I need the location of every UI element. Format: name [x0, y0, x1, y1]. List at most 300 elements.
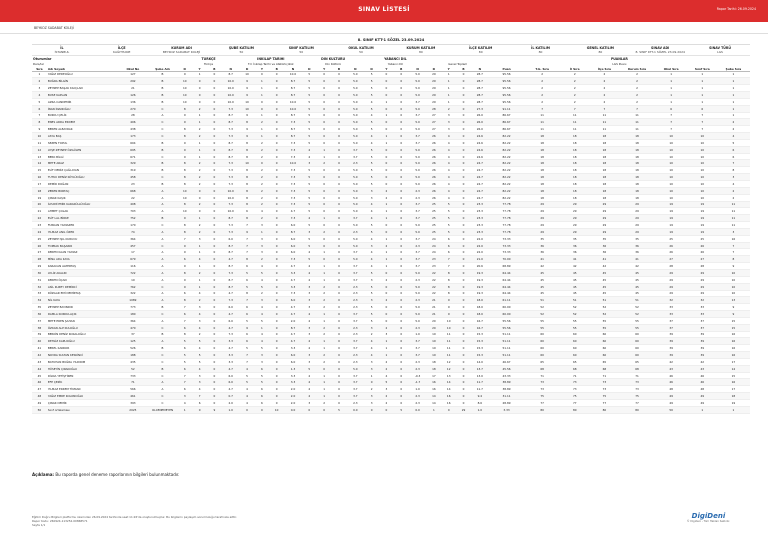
table-cell: 10 — [669, 154, 673, 159]
logo-mark: DigiDeni — [691, 512, 726, 520]
table-cell: 73 — [635, 387, 639, 392]
table-cell: -1.7 — [414, 380, 421, 385]
table-cell: 0 — [462, 120, 465, 125]
table-cell: 18 — [540, 134, 544, 139]
table-cell: 3.3 — [290, 270, 296, 275]
table-cell: 4.7 — [228, 311, 233, 316]
table-cell: 0 — [338, 209, 340, 214]
table-cell: 39 — [700, 332, 705, 337]
table-cell: 0 — [323, 175, 326, 180]
table-cell: AYLİZ AKALIN — [47, 270, 67, 275]
table-cell: 6.0 — [290, 353, 296, 358]
table-cell: 8 — [246, 257, 248, 262]
table-cell: 77 — [572, 400, 577, 405]
table-cell: 752 — [130, 216, 136, 221]
table-cell: 65 — [572, 359, 577, 364]
table-cell: 60 — [540, 339, 544, 344]
table-cell: 19 — [669, 209, 673, 214]
table-cell: 0 — [400, 387, 403, 392]
table-cell: 0 — [323, 257, 326, 262]
table-cell: 7.3 — [228, 134, 233, 139]
table-cell: 0 — [385, 127, 388, 132]
table-cell: 19 — [700, 229, 705, 234]
table-cell: 0 — [462, 387, 465, 392]
table-cell: 26 — [669, 243, 673, 248]
table-cell: 3 — [260, 359, 263, 364]
table-cell: 2 — [573, 99, 576, 104]
table-cell: 14 — [37, 161, 42, 166]
table-cell: 0 — [385, 229, 388, 234]
table-cell: 8.7 — [228, 113, 233, 118]
table-cell: 5 — [183, 359, 186, 364]
table-cell: 45 — [540, 291, 544, 296]
table-cell: AZRA CANDEMİR — [47, 99, 72, 104]
table-cell: 0 — [275, 380, 278, 385]
table-cell: 3 — [183, 394, 186, 399]
column-header: Y — [447, 66, 450, 71]
table-cell: 10 — [700, 161, 705, 166]
table-cell: 0 — [338, 332, 340, 337]
info-label: İLÇE — [117, 46, 126, 50]
table-cell: 3.3 — [228, 353, 233, 358]
table-cell: 10.0 — [227, 209, 234, 214]
table-cell: 24.6 — [476, 140, 483, 145]
table-cell: 8.7 — [290, 127, 296, 132]
table-cell: 0 — [370, 407, 373, 412]
table-cell: 0 — [275, 243, 278, 248]
table-cell: 24.7 — [476, 161, 483, 166]
table-cell: 0 — [400, 298, 403, 303]
table-cell: 82.22 — [502, 195, 511, 200]
table-cell: 0 — [275, 181, 278, 186]
table-cell: 2 — [198, 127, 201, 132]
table-cell: YILMAZ EKREM TİKMAN — [47, 387, 81, 392]
table-cell: 0 — [385, 305, 388, 310]
table-cell: C — [161, 120, 164, 125]
table-cell: 0 — [338, 161, 340, 166]
table-cell: 5 — [370, 284, 373, 289]
table-cell: 2 — [385, 277, 388, 282]
table-cell: 29 — [432, 86, 436, 91]
table-cell: C — [161, 243, 164, 248]
table-cell: 51.11 — [502, 346, 511, 351]
column-header: N — [354, 66, 357, 71]
column-header: N — [478, 66, 482, 71]
table-cell: 1 — [323, 346, 326, 351]
table-row — [32, 188, 750, 195]
table-cell: 18 — [540, 161, 544, 166]
table-cell: 2 — [636, 86, 638, 91]
table-cell: 5.0 — [353, 86, 358, 91]
table-cell: 7 — [732, 243, 735, 248]
table-cell: 5.0 — [415, 92, 420, 97]
table-cell: 0 — [275, 250, 278, 255]
table-cell: 73 — [572, 387, 577, 392]
table-cell: 0 — [213, 380, 216, 385]
table-cell: 4 — [447, 188, 450, 193]
table-cell: 9 — [246, 92, 248, 97]
table-cell: 0 — [275, 168, 278, 173]
footer-note-label: Açıklama: — [32, 472, 55, 477]
table-cell: 0 — [338, 92, 340, 97]
table-cell: 5 — [447, 222, 450, 227]
exam-name: 8. SINIF KTT-1 SÖZEL 23.09.2024 — [32, 36, 750, 45]
table-cell: 10 — [37, 134, 42, 139]
table-cell: 1 — [260, 229, 263, 234]
table-cell: 29 — [635, 216, 639, 221]
table-cell: 33 — [669, 305, 673, 310]
table-cell: 82.22 — [502, 175, 511, 180]
table-cell: 0 — [323, 209, 326, 214]
table-cell: 0 — [323, 92, 326, 97]
table-cell: 0 — [400, 264, 403, 269]
table-cell: 9 — [447, 311, 450, 316]
table-cell: 2 — [198, 298, 201, 303]
table-cell: 1 — [732, 99, 735, 104]
table-cell: 3 — [370, 277, 373, 282]
table-cell: 9 — [447, 298, 450, 303]
table-cell: 0 — [323, 134, 326, 139]
table-cell: 0 — [462, 346, 465, 351]
table-cell: B — [161, 72, 164, 77]
table-cell: 9 — [732, 311, 735, 316]
table-cell: 46.67 — [502, 359, 511, 364]
table-cell: 7 — [246, 222, 248, 227]
table-cell: 18 — [635, 188, 639, 193]
table-cell: 9 — [183, 72, 186, 77]
table-cell: 9 — [246, 134, 248, 139]
table-cell: 668 — [130, 188, 136, 193]
table-cell: 0 — [385, 106, 388, 111]
table-cell: 0 — [400, 373, 403, 378]
table-cell: 8 — [246, 120, 248, 125]
table-cell: 4 — [246, 366, 248, 371]
table-cell: 0 — [462, 353, 465, 358]
table-cell: 4 — [198, 387, 201, 392]
table-cell: 2 — [603, 86, 606, 91]
table-cell: 45 — [572, 284, 577, 289]
table-cell: 52 — [602, 311, 607, 316]
table-cell: 2 — [573, 79, 576, 84]
table-cell: 60 — [572, 346, 577, 351]
table-cell: 11 — [446, 332, 451, 337]
info-cell — [511, 45, 571, 55]
table-cell: 10.0 — [227, 195, 234, 200]
table-cell: 0 — [462, 147, 465, 152]
table-cell: 1 — [323, 380, 326, 385]
table-cell: 0 — [213, 140, 216, 145]
table-cell: 10.0 — [289, 106, 297, 111]
table-cell: 5.0 — [415, 284, 420, 289]
table-cell: 2.3 — [353, 298, 358, 303]
table-cell: 3.7 — [353, 264, 358, 269]
table-cell: 4 — [370, 346, 373, 351]
table-cell: 319 — [130, 168, 136, 173]
table-cell: C — [161, 134, 164, 139]
table-cell: C — [161, 284, 164, 289]
table-cell: 1 — [385, 113, 388, 118]
table-cell: 1 — [701, 407, 704, 412]
table-cell: 1 — [385, 140, 388, 145]
table-cell: 7 — [246, 243, 248, 248]
table-cell: 22 — [131, 195, 135, 200]
table-cell: A — [161, 202, 164, 207]
table-cell: 0 — [213, 359, 216, 364]
table-cell: 5 — [308, 188, 311, 193]
table-cell: 1 — [198, 216, 201, 221]
table-cell: 0 — [338, 181, 340, 186]
column-header: Y — [260, 66, 263, 71]
table-cell: 470 — [130, 325, 136, 330]
table-cell: C — [161, 311, 164, 316]
table-cell: 0 — [385, 86, 388, 91]
table-cell: 3.7 — [415, 236, 420, 241]
table-cell: 3 — [260, 353, 263, 358]
table-cell: 6 — [447, 250, 450, 255]
table-row — [32, 72, 750, 79]
table-cell: 0 — [338, 202, 340, 207]
table-cell: EFE ÇEZİK — [47, 380, 63, 385]
table-cell: 5 — [370, 120, 373, 125]
table-row — [32, 92, 750, 99]
table-cell: 61.11 — [502, 298, 511, 303]
table-cell: 55 — [635, 318, 639, 323]
table-cell: 35 — [37, 305, 42, 310]
table-cell: DEMİR DOĞAN — [47, 181, 69, 186]
table-cell: 2 — [198, 181, 201, 186]
table-cell: 3 — [308, 161, 311, 166]
table-cell: 29 — [572, 222, 577, 227]
table-cell: 2 — [198, 270, 201, 275]
info-value: 80 — [538, 50, 543, 54]
table-cell: 3 — [308, 359, 311, 364]
table-cell: 0 — [213, 325, 216, 330]
table-cell: 0 — [323, 366, 326, 371]
table-cell: 5.0 — [415, 305, 420, 310]
table-cell: 0 — [338, 311, 340, 316]
table-row — [32, 284, 750, 291]
table-cell: 8.7 — [228, 264, 233, 269]
table-cell: 28 — [37, 257, 42, 262]
table-cell: 0 — [213, 284, 216, 289]
table-cell: 5.0 — [415, 79, 420, 84]
table-cell: 3.7 — [415, 264, 420, 269]
table-cell: 11 — [540, 120, 544, 125]
table-cell: METE ARAZ — [47, 161, 64, 166]
table-cell: 3.7 — [415, 209, 420, 214]
table-cell: 2 — [323, 353, 326, 358]
table-cell: 8.7 — [228, 284, 233, 289]
table-cell: 9 — [183, 243, 186, 248]
table-cell: 4 — [308, 216, 311, 221]
table-cell: 71 — [540, 373, 544, 378]
table-cell: 0 — [198, 86, 201, 91]
table-cell: 10 — [700, 134, 705, 139]
table-cell: 15 — [731, 373, 736, 378]
table-cell: 0 — [338, 400, 340, 405]
table-cell: 9 — [183, 140, 186, 145]
table-cell: 0 — [462, 236, 465, 241]
table-cell: 12 — [37, 147, 42, 152]
table-cell: 45 — [602, 270, 607, 275]
table-cell: 9 — [38, 127, 41, 132]
table-cell: 45 — [572, 277, 577, 282]
table-cell: 77.78 — [502, 222, 511, 227]
table-cell: 3.3 — [228, 359, 233, 364]
table-cell: 0 — [462, 284, 465, 289]
table-cell: 39 — [700, 353, 705, 358]
table-cell: 18 — [540, 195, 544, 200]
table-row — [32, 202, 750, 209]
table-cell: 77.78 — [502, 216, 511, 221]
table-cell: 2 — [260, 154, 263, 159]
table-cell: 9 — [246, 113, 248, 118]
table-cell: 23.3 — [476, 222, 483, 227]
table-cell: 1 — [385, 353, 388, 358]
table-cell: 0 — [198, 188, 201, 193]
table-cell: 8.7 — [228, 250, 233, 255]
table-cell: 0 — [385, 147, 388, 152]
table-cell: 1 — [701, 86, 704, 91]
table-cell: 0 — [275, 188, 278, 193]
table-cell: 5 — [370, 168, 373, 173]
table-cell: 75 — [602, 394, 607, 399]
table-cell: 3 — [198, 373, 201, 378]
table-cell: 4 — [308, 394, 311, 399]
table-cell: 25 — [669, 236, 673, 241]
table-cell: 1 — [38, 72, 41, 77]
table-cell: 36 — [37, 311, 42, 316]
table-cell: 77.78 — [502, 209, 511, 214]
table-cell: 77 — [540, 400, 544, 405]
table-cell: 5.0 — [353, 243, 358, 248]
table-cell: 0 — [338, 353, 340, 358]
table-row — [32, 366, 750, 373]
table-cell: 25 — [432, 209, 436, 214]
table-cell: 0 — [323, 120, 326, 125]
table-cell: 8 — [183, 298, 186, 303]
table-cell: 0 — [323, 181, 326, 186]
table-cell: 1 — [732, 106, 735, 111]
table-cell: 21 — [432, 311, 436, 316]
table-cell: 1 — [701, 79, 704, 84]
table-cell: 5 — [370, 161, 373, 166]
table-cell: 29 — [700, 277, 705, 282]
table-cell: 3.7 — [353, 380, 358, 385]
table-cell: C — [161, 353, 164, 358]
table-cell: 3 — [308, 400, 311, 405]
table-cell: 0 — [275, 291, 278, 296]
table-cell: 5.0 — [415, 154, 420, 159]
table-cell: 3 — [260, 298, 263, 303]
table-cell: 4.7 — [228, 387, 233, 392]
table-cell: 30 — [37, 270, 42, 275]
column-header: B — [213, 66, 216, 71]
table-cell: 0 — [338, 284, 340, 289]
table-cell: 9 — [183, 264, 186, 269]
table-cell: 9 — [246, 127, 248, 132]
table-cell: 46 — [700, 373, 705, 378]
table-cell: BEREN ALBAYRAK — [47, 127, 73, 132]
table-cell: 408 — [130, 202, 136, 207]
table-cell: 50 — [37, 407, 42, 412]
info-value: 80 — [418, 50, 423, 54]
table-cell: TOPRAK BAŞARIR — [47, 243, 73, 248]
table-cell: 16.7 — [476, 325, 483, 330]
table-cell: 42 — [540, 264, 544, 269]
table-cell: B — [161, 346, 164, 351]
table-cell: 0 — [385, 72, 388, 77]
table-cell: 9 — [183, 147, 186, 152]
table-cell: 8.7 — [290, 325, 296, 330]
table-cell: 0 — [385, 92, 388, 97]
table-cell: 41 — [635, 257, 639, 262]
table-row — [32, 126, 750, 133]
table-cell: 457 — [130, 243, 136, 248]
table-row — [32, 291, 750, 298]
table-cell: 36 — [635, 243, 639, 248]
table-cell: 3 — [260, 236, 263, 241]
table-cell: 0 — [338, 270, 340, 275]
table-cell: 20 — [432, 318, 436, 323]
table-cell: 29 — [635, 222, 639, 227]
table-cell: ZEYNEP BAYINDIR — [47, 305, 73, 310]
table-cell: 9 — [732, 305, 735, 310]
group-header-turkce: TÜRKÇE — [201, 57, 216, 61]
table-cell: 7.3 — [228, 229, 233, 234]
column-header: İl Sıra — [570, 66, 580, 71]
table-cell: 55 — [572, 318, 577, 323]
table-cell: 45 — [635, 270, 639, 275]
table-cell: 5.0 — [415, 311, 420, 316]
table-cell: 0 — [275, 257, 278, 262]
table-cell: 44 — [37, 366, 42, 371]
table-cell: 3 — [308, 305, 311, 310]
table-cell: 2 — [636, 92, 638, 97]
table-row — [32, 147, 750, 154]
table-cell: 17 — [432, 373, 436, 378]
table-cell: 0 — [213, 92, 216, 97]
table-cell: 0 — [385, 291, 388, 296]
table-cell: 0 — [338, 291, 340, 296]
table-cell: 2 — [198, 222, 201, 227]
table-cell: 49 — [700, 400, 705, 405]
table-cell: 7 — [701, 127, 704, 132]
table-cell: 2 — [385, 325, 388, 330]
table-cell: 10 — [669, 168, 673, 173]
table-cell: 2 — [260, 195, 263, 200]
table-cell: BUSE KAPLAN — [47, 92, 68, 97]
info-cell — [570, 45, 630, 55]
table-cell: 10 — [700, 181, 705, 186]
table-cell: 60.00 — [502, 305, 511, 310]
table-cell: 4 — [308, 277, 311, 282]
table-cell: 0 — [385, 181, 388, 186]
table-cell: 1 — [447, 99, 450, 104]
group-header-sessions: Oturumlar — [33, 57, 52, 61]
info-label: SINAV ADI — [651, 46, 670, 50]
table-row — [32, 393, 750, 400]
table-cell: 1 — [260, 79, 263, 84]
table-cell: 0 — [275, 79, 278, 84]
table-cell: 4 — [370, 140, 373, 145]
table-cell: 4.7 — [290, 264, 296, 269]
table-cell: 2 — [198, 229, 201, 234]
table-cell: 6 — [183, 291, 186, 296]
table-cell: 1 — [323, 154, 326, 159]
subheader-dersler: Ders/ler — [33, 62, 45, 67]
table-cell: 0 — [275, 195, 278, 200]
